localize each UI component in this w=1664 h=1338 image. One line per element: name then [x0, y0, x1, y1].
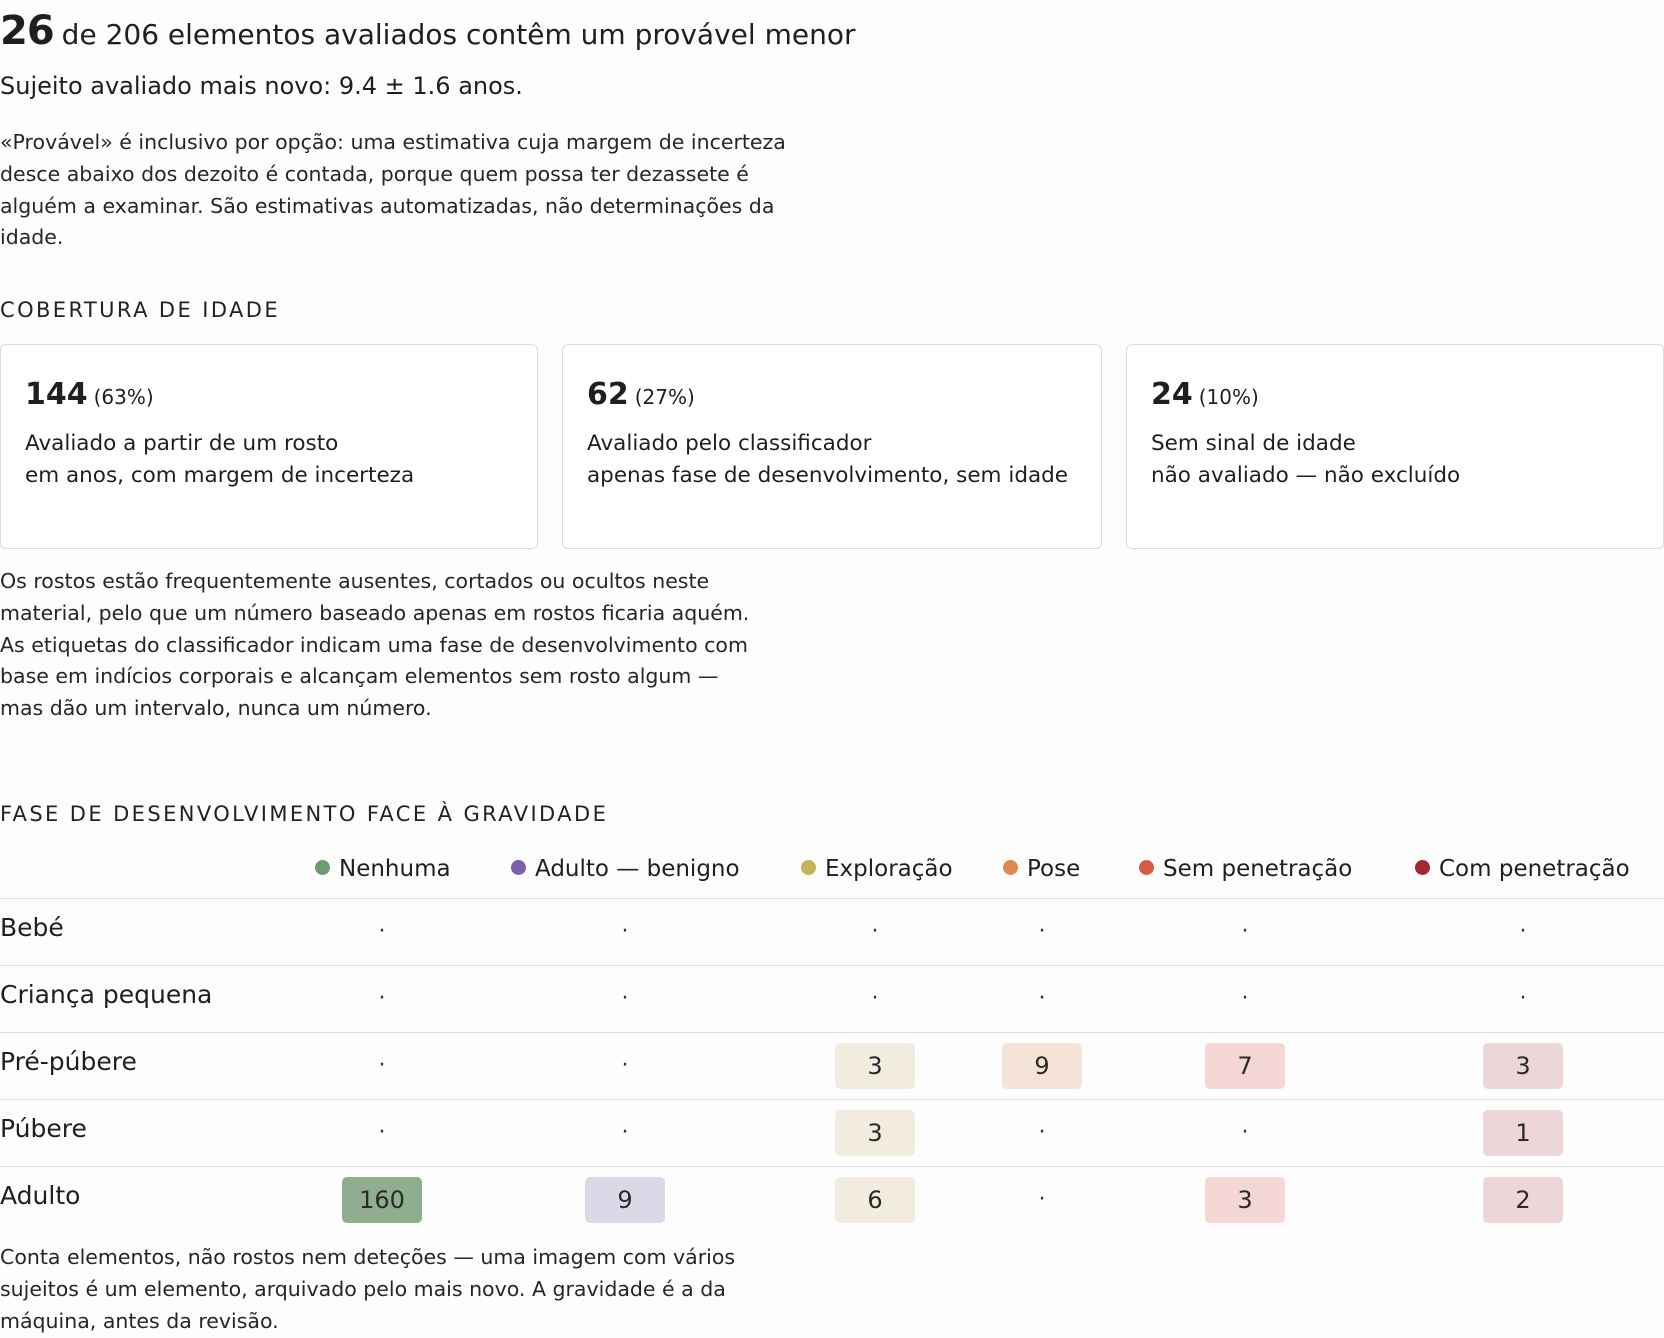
empty-cell: ·	[871, 986, 879, 1011]
empty-cell: ·	[1038, 1187, 1046, 1212]
empty-cell: ·	[1519, 986, 1527, 1011]
stage-severity-matrix	[0, 850, 1664, 1233]
empty-cell: ·	[1038, 986, 1046, 1011]
matrix-footnote: Conta elementos, não rostos nem deteções — uma imagem com vários sujeitos é um elemento, arquivado pelo mais novo. A gravidade é a da máquina, antes da revisão.	[0, 1245, 736, 1333]
legend-item	[315, 856, 451, 882]
card-detail: não avaliado — não excluído	[1151, 463, 1461, 488]
matrix-row	[0, 965, 1664, 1032]
card-percent: (27%)	[634, 385, 695, 409]
stage-label: Pré-púbere	[0, 1047, 137, 1076]
empty-cell: ·	[621, 986, 629, 1011]
severity-legend	[0, 850, 1664, 898]
legend-dot-icon	[1003, 860, 1018, 875]
count-cell: 3	[835, 1110, 915, 1156]
legend-label: Adulto — benigno	[535, 856, 740, 882]
empty-cell: ·	[378, 1120, 386, 1145]
legend-label: Nenhuma	[339, 856, 451, 882]
stage-label: Criança pequena	[0, 980, 213, 1009]
empty-cell: ·	[621, 1120, 629, 1145]
card-title: Sem sinal de idade	[1151, 431, 1356, 456]
empty-cell: ·	[621, 1053, 629, 1078]
legend-item	[801, 856, 953, 882]
headline-text: de 206 elementos avaliados contêm um provável menor	[61, 18, 856, 51]
matrix-row	[0, 1032, 1664, 1099]
legend-dot-icon	[315, 860, 330, 875]
legend-dot-icon	[1415, 860, 1430, 875]
coverage-note: Os rostos estão frequentemente ausentes, cortados ou ocultos neste material, pelo que um número baseado apenas em rostos ficaria aquém. As etiquetas do classificador indicam uma fase de desenvolvimento com base em indícios corporais e alcançam elementos sem rosto algum — mas dão um intervalo, nunca um número.	[0, 569, 750, 721]
legend-label: Com penetração	[1439, 856, 1630, 882]
count-cell: 1	[1483, 1110, 1563, 1156]
card-title: Avaliado pelo classificador	[587, 431, 872, 456]
count-cell: 3	[1205, 1177, 1285, 1223]
coverage-title: COBERTURA DE IDADE	[0, 298, 281, 322]
count-cell: 9	[1002, 1043, 1082, 1089]
card-count: 62	[587, 377, 629, 412]
empty-cell: ·	[378, 919, 386, 944]
empty-cell: ·	[1241, 1120, 1249, 1145]
empty-cell: ·	[1038, 919, 1046, 944]
count-cell: 3	[1483, 1043, 1563, 1089]
count-cell: 9	[585, 1177, 665, 1223]
count-cell: 3	[835, 1043, 915, 1089]
coverage-card-classifier	[562, 344, 1102, 549]
empty-cell: ·	[378, 986, 386, 1011]
count-cell: 7	[1205, 1043, 1285, 1089]
empty-cell: ·	[1038, 1120, 1046, 1145]
card-count: 24	[1151, 377, 1193, 412]
legend-dot-icon	[801, 860, 816, 875]
legend-label: Exploração	[825, 856, 953, 882]
empty-cell: ·	[621, 919, 629, 944]
legend-dot-icon	[1139, 860, 1154, 875]
empty-cell: ·	[871, 919, 879, 944]
legend-item	[1003, 856, 1080, 882]
legend-item	[1415, 856, 1630, 882]
legend-dot-icon	[511, 860, 526, 875]
matrix-row	[0, 1099, 1664, 1166]
count-cell: 160	[342, 1177, 422, 1223]
stage-label: Bebé	[0, 913, 64, 942]
empty-cell: ·	[378, 1053, 386, 1078]
empty-cell: ·	[1241, 919, 1249, 944]
empty-cell: ·	[1241, 986, 1249, 1011]
legend-item	[511, 856, 740, 882]
count-cell: 2	[1483, 1177, 1563, 1223]
card-title: Avaliado a partir de um rosto	[25, 431, 339, 456]
legend-label: Pose	[1027, 856, 1081, 882]
coverage-card-no-signal	[1126, 344, 1664, 549]
intro-paragraph: «Provável» é inclusivo por opção: uma estimativa cuja margem de incerteza desce abaixo dos dezoito é contada, porque quem possa ter dezassete é alguém a examinar. São estimativas automatizadas, não determinações da idade.	[0, 130, 786, 250]
count-cell: 6	[835, 1177, 915, 1223]
card-percent: (10%)	[1198, 385, 1259, 409]
minor-count: 26	[0, 8, 54, 54]
card-detail: em anos, com margem de incerteza	[25, 463, 415, 488]
card-percent: (63%)	[93, 385, 154, 409]
matrix-title: FASE DE DESENVOLVIMENTO FACE À GRAVIDADE	[0, 802, 609, 826]
legend-label: Sem penetração	[1163, 856, 1353, 882]
headline	[0, 8, 855, 54]
matrix-row	[0, 1166, 1664, 1233]
legend-item	[1139, 856, 1352, 882]
coverage-card-face	[0, 344, 538, 549]
stage-label: Púbere	[0, 1114, 87, 1143]
stage-label: Adulto	[0, 1181, 81, 1210]
empty-cell: ·	[1519, 919, 1527, 944]
youngest-subject: Sujeito avaliado mais novo: 9.4 ± 1.6 anos.	[0, 72, 523, 100]
card-count: 144	[25, 377, 88, 412]
matrix-row	[0, 898, 1664, 965]
card-detail: apenas fase de desenvolvimento, sem idade	[587, 463, 1069, 488]
